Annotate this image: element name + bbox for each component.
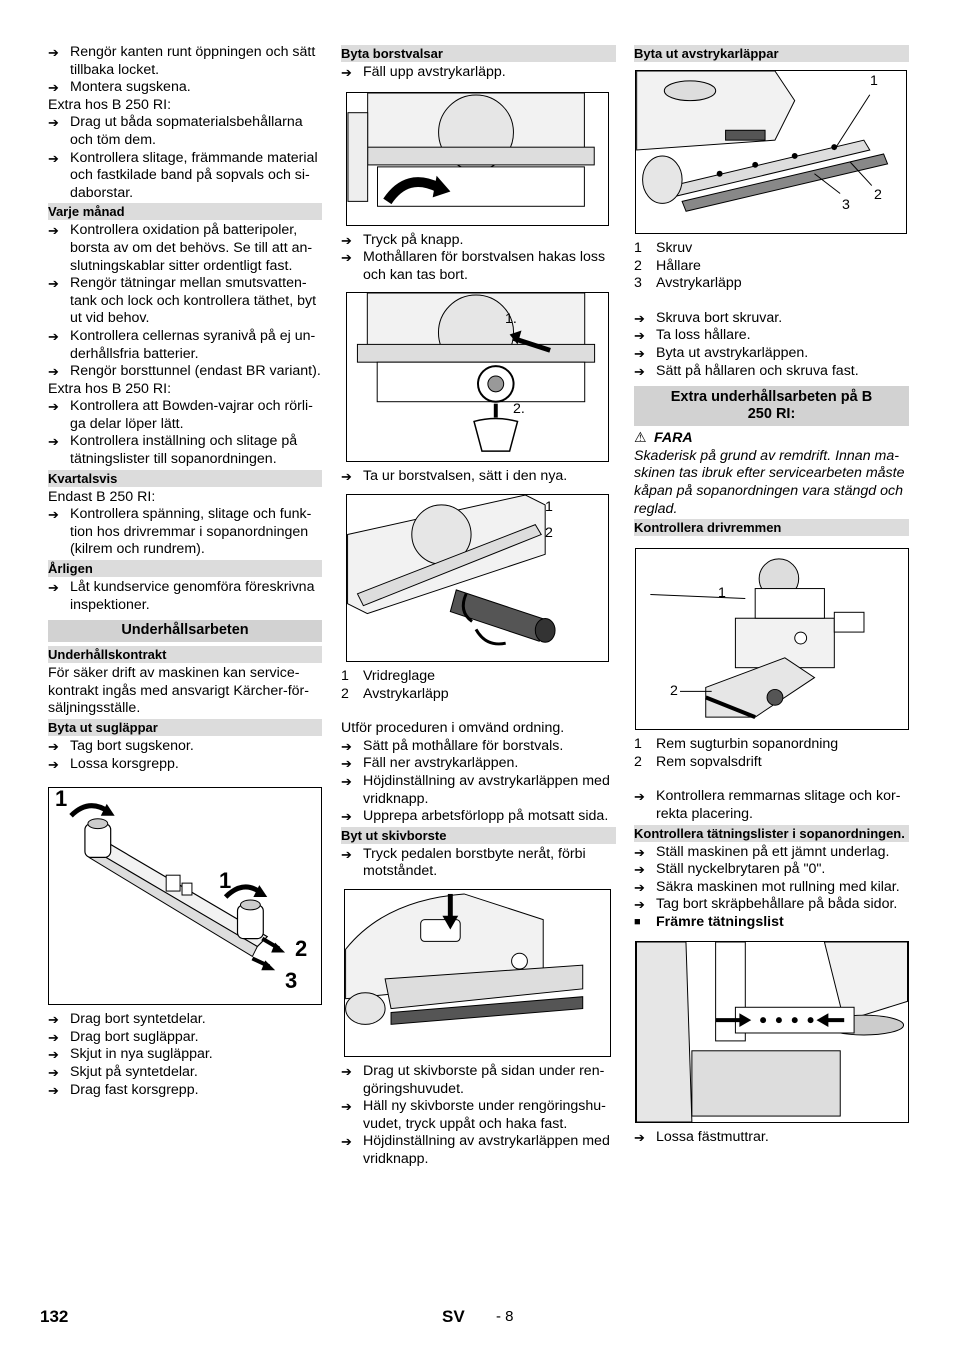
figure-label: 3 — [285, 968, 298, 994]
figure-squeegee — [48, 787, 322, 1005]
heading-disc: Byt ut skivborste — [341, 827, 616, 844]
bullet: ➔ Höjdinställning av avstrykarläppen med vridknapp. — [341, 772, 610, 807]
bullet: ➔ Tryck på knapp. — [341, 231, 464, 248]
seal-illustration — [636, 942, 908, 1122]
warning-icon: ⚠ — [634, 430, 647, 447]
text: Extra hos B 250 RI: — [48, 380, 172, 397]
figure-roller-3 — [346, 494, 609, 662]
figure-label: 2 — [295, 936, 308, 962]
belt-illustration — [636, 549, 908, 729]
bullet: ➔ Drag bort sugläppar. — [48, 1028, 199, 1045]
figure-disc — [344, 889, 611, 1057]
figure-label: 2 — [670, 683, 678, 700]
legend-item: 2 Rem sopvalsdrift — [634, 753, 762, 770]
roller-illustration — [347, 293, 608, 461]
bullet: ➔ Ställ nyckelbrytaren på "0". — [634, 861, 826, 878]
figure-label: 2 — [545, 524, 553, 541]
heading-monthly: Varje månad — [48, 203, 322, 220]
bullet: ➔ Fäll upp avstrykarläpp. — [341, 64, 506, 80]
squeegee-illustration — [49, 788, 321, 1004]
heading-squeegee: Byta ut sugläppar — [48, 719, 322, 736]
text: Utför proceduren i omvänd ordning. — [341, 720, 565, 737]
bullet: ➔ Kontrollera cellernas syranivå på ej underhållsfria batterier. — [48, 327, 316, 362]
bullet: ➔ Drag fast korsgrepp. — [48, 1081, 199, 1098]
figure-label: 1 — [870, 73, 878, 89]
figure-label: 1 — [545, 498, 553, 515]
legend-item: 1 Vridreglage — [341, 667, 436, 684]
bullet: ➔ Rengör tätningar mellan smutsvattentank och lock och kontrollera täthet, byt ut vid behov. — [48, 275, 317, 327]
bullet: ➔ Kontrollera remmarnas slitage och korrekta placering. — [634, 788, 901, 822]
figure-label: 1 — [718, 585, 726, 602]
figure-label: 1 — [219, 868, 232, 894]
bullet: ➔ Tag bort sugskenor. — [48, 738, 194, 754]
figure-seal — [635, 941, 909, 1123]
roller-illustration — [347, 93, 608, 225]
bullet: ➔ Skjut på syntetdelar. — [48, 1063, 198, 1080]
legend-item: 3 Avstrykarläpp — [634, 275, 742, 292]
figure-label: 1 — [55, 787, 68, 812]
warning-text: Skaderisk på grund av remdrift. Innan maskinen tas ibruk efter servicearbeten måste kåpan på sopanordningen vara stängd och reglad. — [634, 447, 905, 517]
figure-label: 3 — [842, 197, 850, 213]
bullet: ➔ Fäll ner avstrykarläppen. — [341, 755, 519, 772]
text: För säker drift av maskinen kan servicekontrakt ingås med ansvarigt Kärcher-försäljningsställe. — [48, 665, 310, 717]
heading-quarterly: Kvartalsvis — [48, 470, 322, 487]
sub-bullet: ■ Främre tätningslist — [634, 913, 784, 930]
bullet: ➔ Drag ut båda sopmaterialsbehållarna och töm dem. — [48, 114, 303, 148]
language-code: SV — [442, 1307, 465, 1326]
figure-roller-2 — [346, 292, 609, 462]
roller-illustration — [347, 495, 608, 661]
figure-belt — [635, 548, 909, 730]
bullet: ➔ Låt kundservice genomföra föreskrivna inspektioner. — [48, 579, 315, 613]
section-maintenance: Underhållsarbeten — [48, 620, 322, 642]
heading-belt: Kontrollera drivremmen — [634, 519, 909, 536]
figure-label: 2 — [874, 187, 882, 203]
bullet: ➔ Höjdinställning av avstrykarläppen med vridknapp. — [341, 1133, 610, 1167]
heading-yearly: Årligen — [48, 560, 322, 577]
legend-item: 1 Skruv — [634, 240, 693, 256]
bullet: ➔ Ta loss hållare. — [634, 327, 751, 344]
heading-roller: Byta borstvalsar — [341, 45, 616, 62]
disc-illustration — [345, 890, 610, 1056]
bullet: ➔ Säkra maskinen mot rullning med kilar. — [634, 878, 900, 895]
section-extra-maintenance: Extra underhållsarbeten på B 250 RI: — [634, 386, 909, 426]
legend-item: 2 Avstrykarläpp — [341, 685, 449, 702]
bullet: ➔ Tryck pedalen borstbyte neråt, förbi motståndet. — [341, 845, 586, 880]
legend-item: 1 Rem sugturbin sopanordning — [634, 736, 839, 753]
warning-heading: ⚠ FARA — [634, 430, 693, 447]
bullet: ➔ Montera sugskena. — [48, 79, 191, 96]
heading-contract: Underhållskontrakt — [48, 646, 322, 663]
bullet: ➔ Upprepa arbetsförlopp på motsatt sida. — [341, 808, 609, 825]
bullet: ➔ Tag bort skräpbehållare på båda sidor. — [634, 896, 898, 913]
bullet: ➔ Kontrollera inställning och slitage på tätningslister till sopanordningen. — [48, 433, 298, 468]
legend-item: 2 Hållare — [634, 257, 701, 274]
heading-seal: Kontrollera tätningslister i sopanordningen. — [634, 825, 909, 842]
lip-illustration — [636, 71, 906, 233]
bullet: ➔ Kontrollera att Bowden-vajrar och rörliga delar löper lätt. — [48, 398, 313, 432]
bullet: ➔ Sätt på hållaren och skruva fast. — [634, 362, 859, 379]
column-2 — [341, 44, 616, 1168]
bullet: ➔ Skjut in nya sugläppar. — [48, 1046, 213, 1063]
bullet: ➔ Sätt på mothållare för borstvals. — [341, 737, 564, 754]
bullet: ➔ Ställ maskinen på ett jämnt underlag. — [634, 843, 890, 860]
bullet: ➔ Rengör kanten runt öppningen och sätt tillbaka locket. — [48, 44, 316, 78]
bullet: ➔ Kontrollera slitage, främmande material och fastkilade band på sopvals och sidaborstar. — [48, 149, 318, 201]
bullet: ➔ Rengör borsttunnel (endast BR variant). — [48, 363, 321, 380]
bullet: ➔ Lossa korsgrepp. — [48, 755, 179, 772]
bullet: ➔ Häll ny skivborste under rengöringshuvudet, tryck uppåt och haka fast. — [341, 1098, 606, 1132]
page-number: 132 — [40, 1307, 69, 1326]
figure-lip — [635, 70, 907, 234]
bullet: ➔ Byta ut avstrykarläppen. — [634, 344, 809, 361]
sub-page-number: - 8 — [496, 1308, 514, 1325]
column-3 — [634, 44, 909, 1147]
figure-label: 1. — [505, 311, 517, 328]
column-1 — [48, 44, 322, 1099]
bullet: ➔ Skruva bort skruvar. — [634, 309, 783, 326]
heading-lip: Byta ut avstrykarläppar — [634, 45, 909, 62]
bullet: ➔ Lossa fästmuttrar. — [634, 1129, 769, 1146]
text: Endast B 250 RI: — [48, 488, 156, 505]
bullet: ➔ Mothållaren för borstvalsen hakas loss och kan tas bort. — [341, 249, 606, 283]
figure-roller-1 — [346, 92, 609, 226]
bullet: ➔ Kontrollera spänning, slitage och funktion hos drivremmar i sopanordningen (kilrem och rundrem). — [48, 506, 312, 558]
bullet: ➔ Kontrollera oxidation på batteripoler, borsta av om det behövs. Se till att anslutningskablar sitter ordentligt fast. — [48, 222, 313, 274]
bullet: ➔ Drag ut skivborste på sidan under rengöringshuvudet. — [341, 1062, 605, 1097]
bullet: ➔ Drag bort syntetdelar. — [48, 1011, 206, 1028]
bullet: ➔ Ta ur borstvalsen, sätt i den nya. — [341, 468, 568, 485]
text: Extra hos B 250 RI: — [48, 96, 172, 113]
figure-label: 2. — [513, 401, 525, 418]
